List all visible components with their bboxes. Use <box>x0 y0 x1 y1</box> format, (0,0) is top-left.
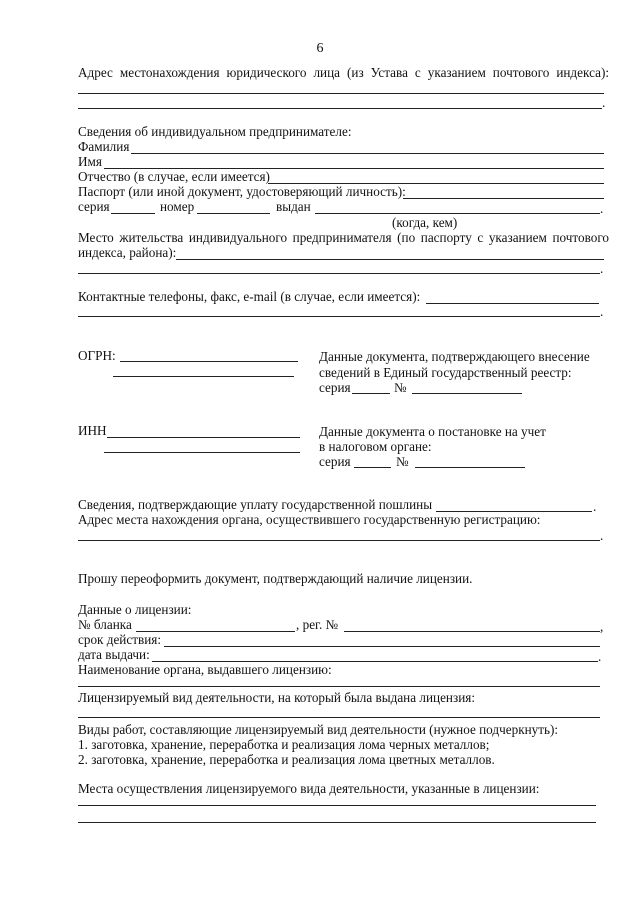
ogrn-doc-line1: Данные документа, подтверждающего внесение <box>319 349 590 364</box>
license-issuer-field[interactable] <box>78 686 600 687</box>
inn-doc-line1: Данные документа о постановке на учет <box>319 424 546 439</box>
passport-field[interactable] <box>403 198 604 199</box>
when-whom-hint: (когда, кем) <box>392 215 458 230</box>
inn-doc-number-field[interactable] <box>415 467 525 468</box>
contacts-end-mark: . <box>600 304 604 319</box>
inn-field-2[interactable] <box>104 452 300 453</box>
ogrn-doc-series-field[interactable] <box>352 393 390 394</box>
passport-series-label: серия <box>78 199 110 214</box>
passport-series-field[interactable] <box>111 213 155 214</box>
ogrn-doc-line2: сведений в Единый государственный реестр: <box>319 365 572 380</box>
residence-label-line1: Место жительства индивидуального предпринимателя (по паспорту с указанием почтового <box>78 230 609 245</box>
license-form-no-label: № бланка <box>78 617 132 632</box>
patronymic-label: Отчество (в случае, если имеется) <box>78 169 270 184</box>
state-duty-end-mark: . <box>593 499 597 514</box>
license-activity-label: Лицензируемый вид деятельности, на который была выдана лицензия: <box>78 690 475 705</box>
legal-address-field-1[interactable] <box>78 93 604 94</box>
passport-issued-label: выдан <box>276 199 311 214</box>
contacts-label: Контактные телефоны, факс, e-mail (в случае, если имеется): <box>78 289 421 304</box>
license-activity-field[interactable] <box>78 717 600 718</box>
legal-address-label: Адрес местонахождения юридического лица (из Устава с указанием почтового индекса): <box>78 65 609 80</box>
ogrn-doc-series-label: серия <box>319 380 351 395</box>
residence-field-2[interactable] <box>78 273 600 274</box>
passport-number-field[interactable] <box>197 213 270 214</box>
contacts-field-2[interactable] <box>78 316 600 317</box>
passport-number-label: номер <box>160 199 195 214</box>
inn-doc-number-sign: № <box>396 454 409 469</box>
inn-doc-series-field[interactable] <box>354 467 391 468</box>
inn-label: ИНН <box>78 423 107 438</box>
license-reg-no-end-mark: , <box>600 619 604 634</box>
request-text: Прошу переоформить документ, подтверждающий наличие лицензии. <box>78 571 473 586</box>
residence-field-1[interactable] <box>176 259 604 260</box>
license-issue-date-end-mark: . <box>598 649 602 664</box>
license-work-item-2[interactable]: 2. заготовка, хранение, переработка и реализация лома цветных металлов. <box>78 752 495 767</box>
license-validity-field[interactable] <box>164 646 600 647</box>
residence-label-line2: индекса, района): <box>78 245 177 260</box>
state-duty-label: Сведения, подтверждающие уплату государственной пошлины <box>78 497 433 512</box>
residence-end-mark: . <box>600 261 604 276</box>
authority-address-field[interactable] <box>78 540 600 541</box>
license-validity-label: срок действия: <box>78 632 161 647</box>
license-reg-no-field[interactable] <box>344 631 600 632</box>
license-issuer-label: Наименование органа, выдавшего лицензию: <box>78 662 332 677</box>
license-places-field-1[interactable] <box>78 805 596 806</box>
ogrn-doc-number-sign: № <box>394 380 407 395</box>
passport-issued-field[interactable] <box>315 213 600 214</box>
license-issue-date-label: дата выдачи: <box>78 647 150 662</box>
passport-label: Паспорт (или иной документ, удостоверяющий личность): <box>78 184 406 199</box>
license-heading: Данные о лицензии: <box>78 602 192 617</box>
authority-address-end-mark: . <box>600 528 604 543</box>
surname-label: Фамилия <box>78 139 130 154</box>
passport-end-mark: . <box>600 201 604 216</box>
entrepreneur-heading: Сведения об индивидуальном предпринимателе: <box>78 124 352 139</box>
license-places-field-2[interactable] <box>78 822 596 823</box>
inn-doc-line2: в налоговом органе: <box>319 439 432 454</box>
license-places-label: Места осуществления лицензируемого вида деятельности, указанные в лицензии: <box>78 781 540 796</box>
surname-field[interactable] <box>131 153 604 154</box>
name-label: Имя <box>78 154 102 169</box>
license-work-item-1[interactable]: 1. заготовка, хранение, переработка и реализация лома черных металлов; <box>78 737 490 752</box>
license-reg-no-label: , рег. № <box>296 617 339 632</box>
contacts-field-1[interactable] <box>426 303 599 304</box>
legal-address-end-mark: . <box>602 95 606 110</box>
ogrn-field-1[interactable] <box>120 361 298 362</box>
authority-address-label: Адрес места нахождения органа, осуществившего государственную регистрацию: <box>78 512 541 527</box>
ogrn-field-2[interactable] <box>113 376 294 377</box>
license-works-label: Виды работ, составляющие лицензируемый вид деятельности (нужное подчеркнуть): <box>78 722 559 737</box>
ogrn-doc-number-field[interactable] <box>412 393 522 394</box>
inn-field-1[interactable] <box>107 437 300 438</box>
inn-doc-series-label: серия <box>319 454 351 469</box>
legal-address-field-2[interactable] <box>78 108 602 109</box>
ogrn-label: ОГРН: <box>78 348 116 363</box>
page-number: 6 <box>316 41 324 56</box>
